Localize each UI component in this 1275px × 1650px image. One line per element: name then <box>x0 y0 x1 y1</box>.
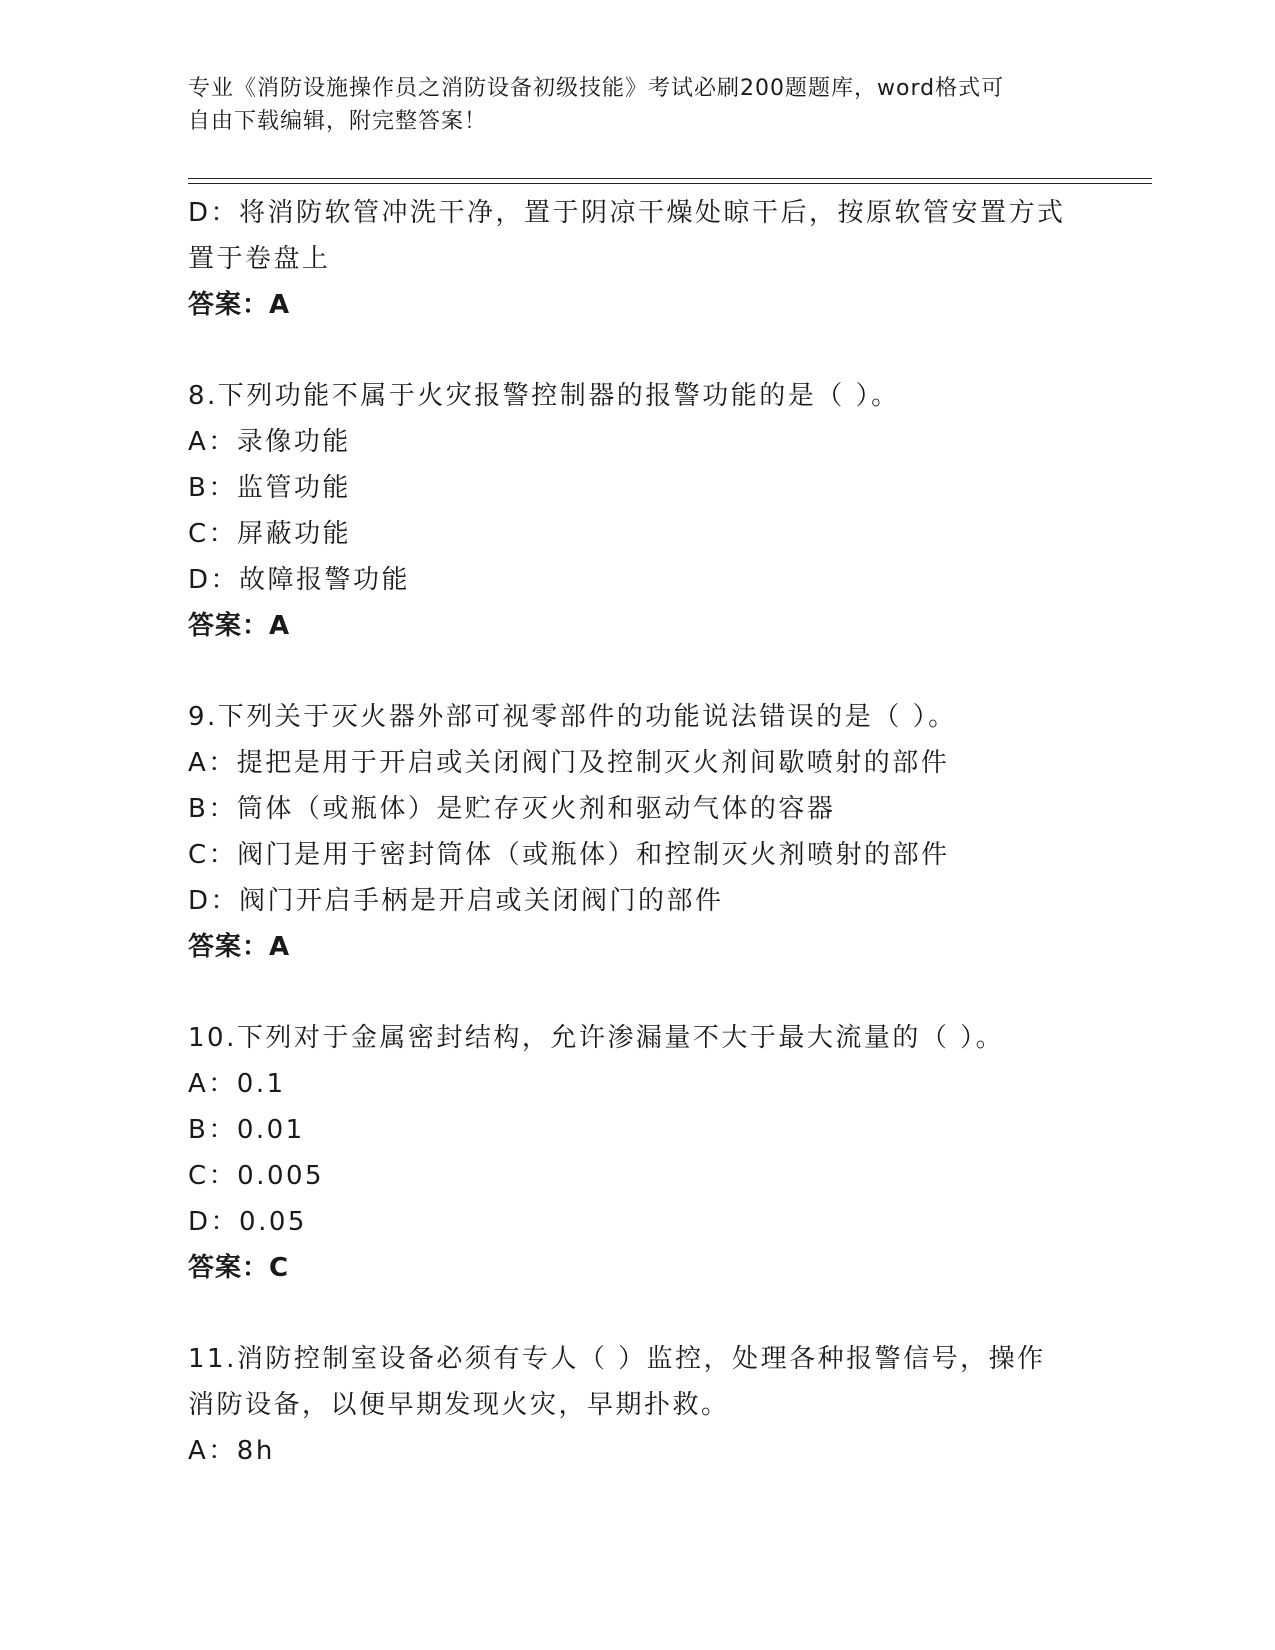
header-title-line-2: 自由下载编辑，附完整答案！ <box>188 109 488 134</box>
option-d: D：将消防软管冲洗干净，置于阴凉干燥处晾干后，按原软管安置方式 <box>188 198 1066 228</box>
option-c: C：屏蔽功能 <box>188 519 352 549</box>
option-c: C：0.005 <box>188 1161 325 1191</box>
option-b: B：筒体（或瓶体）是贮存灭火剂和驱动气体的容器 <box>188 794 836 824</box>
answer-line: 答案：A <box>188 932 291 962</box>
question-content <box>188 190 1088 1474</box>
option-d: D：故障报警功能 <box>188 565 411 595</box>
option-a: A：0.1 <box>188 1069 286 1099</box>
option-b: B：监管功能 <box>188 473 351 503</box>
question-stem: 8.下列功能不属于火灾报警控制器的报警功能的是（ ）。 <box>188 381 900 411</box>
header-title-line-1: 专业《消防设施操作员之消防设备初级技能》考试必刷200题题库，word格式可 <box>188 76 1005 101</box>
question-10 <box>188 1015 1088 1291</box>
option-d: D：阀门开启手柄是开启或关闭阀门的部件 <box>188 886 724 916</box>
question-9 <box>188 694 1088 970</box>
question-stem: 10.下列对于金属密封结构，允许渗漏量不大于最大流量的（ ）。 <box>188 1023 1005 1053</box>
option-b: B：0.01 <box>188 1115 305 1145</box>
option-a: A：8h <box>188 1436 275 1466</box>
question-11 <box>188 1336 1088 1474</box>
option-d-continued: 置于卷盘上 <box>188 244 331 274</box>
answer-line: 答案：A <box>188 611 291 641</box>
option-c: C：阀门是用于密封筒体（或瓶体）和控制灭火剂喷射的部件 <box>188 840 950 870</box>
answer-line: 答案：A <box>188 290 291 320</box>
question-stem-continued: 消防设备，以便早期发现火灾，早期扑救。 <box>188 1390 730 1420</box>
question-7-continuation <box>188 190 1088 328</box>
question-8 <box>188 373 1088 649</box>
question-stem: 11.消防控制室设备必须有专人（ ）监控，处理各种报警信号，操作 <box>188 1344 1046 1374</box>
header-divider <box>188 178 1152 184</box>
option-a: A：提把是用于开启或关闭阀门及控制灭火剂间歇喷射的部件 <box>188 748 950 778</box>
document-header <box>188 72 1088 138</box>
option-a: A：录像功能 <box>188 427 351 457</box>
option-d: D：0.05 <box>188 1207 307 1237</box>
answer-line: 答案：C <box>188 1253 290 1283</box>
question-stem: 9.下列关于灭火器外部可视零部件的功能说法错误的是（ ）。 <box>188 702 957 732</box>
